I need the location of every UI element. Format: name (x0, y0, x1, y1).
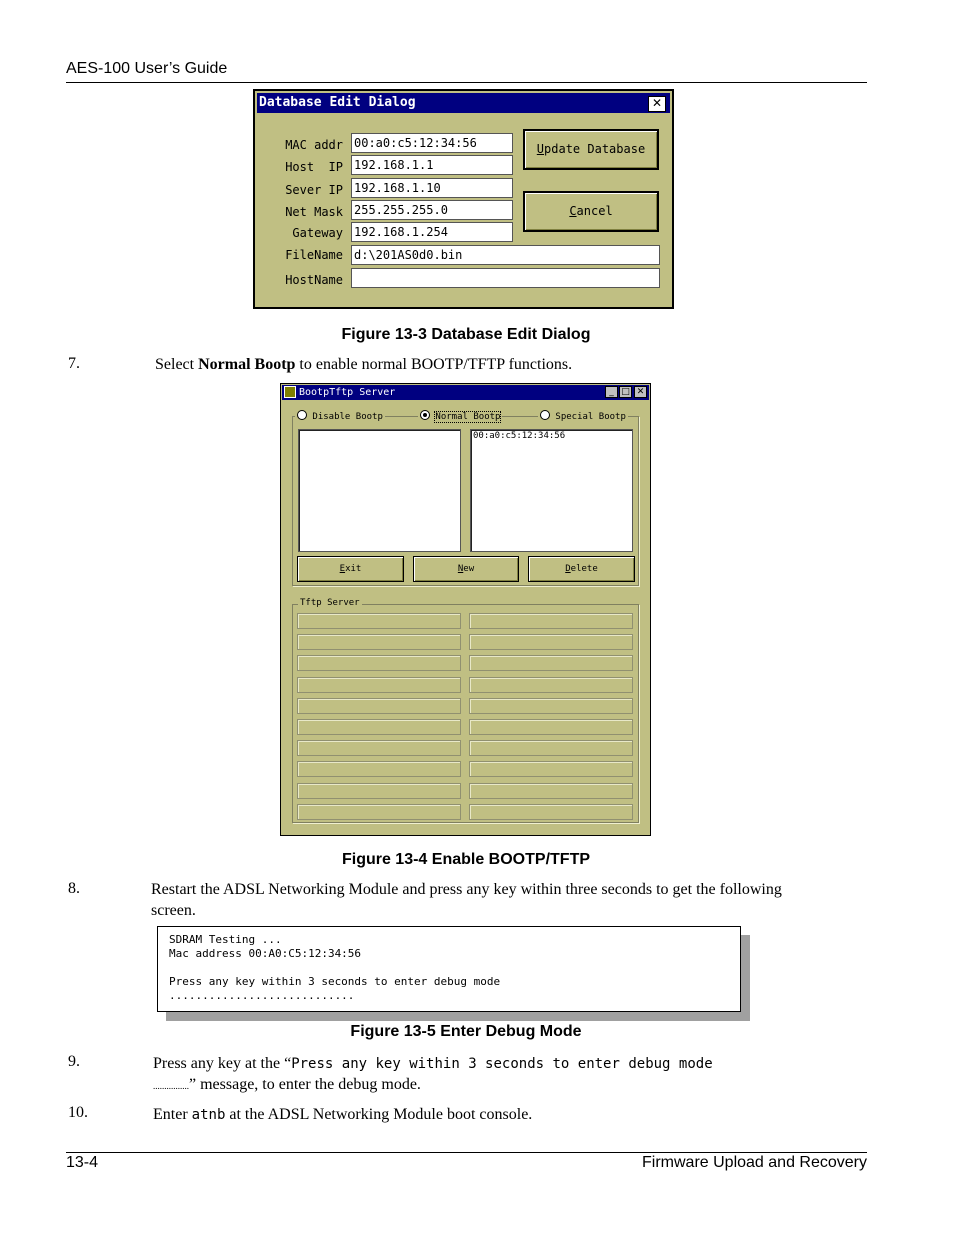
bootp-group (292, 412, 639, 586)
new-accel-key: N (457, 564, 464, 574)
exit-accel-key: E (339, 564, 346, 574)
hostname-field[interactable] (351, 268, 660, 288)
running-header: AES-100 User’s Guide (66, 60, 228, 77)
new-button[interactable] (413, 556, 519, 582)
window-title: BootpTftp Server (299, 387, 396, 398)
figure-13-3-caption: Figure 13-3 Database Edit Dialog (341, 326, 591, 343)
hostname-label: HostName (285, 273, 343, 287)
step-7-prefix: Select (155, 356, 199, 373)
minimize-icon[interactable]: _ (605, 386, 618, 398)
tftp-server-group-label: Tftp Server (300, 598, 360, 608)
tftp-status-cell (297, 804, 461, 820)
step-9-suffix: ” message, to enter the debug mode. (189, 1076, 421, 1093)
tftp-status-cell (297, 740, 461, 756)
delete-button[interactable] (528, 556, 635, 582)
tftp-status-cell (469, 719, 633, 735)
step-7-text (155, 354, 572, 375)
tftp-status-cell (469, 677, 633, 693)
debug-console-box (157, 926, 741, 1012)
close-icon[interactable]: ✕ (634, 386, 647, 398)
gateway-field[interactable]: 192.168.1.254 (351, 222, 513, 242)
tftp-status-cell (297, 719, 461, 735)
tftp-status-cell (297, 634, 461, 650)
radio-disable-bootp-circle (297, 410, 307, 420)
console-line: Mac address 00:A0:C5:12:34:56 (169, 947, 362, 960)
tftp-status-cell (469, 613, 633, 629)
radio-normal-bootp-circle (420, 410, 430, 420)
app-icon (284, 386, 296, 398)
update-accel-key: U (536, 142, 545, 156)
net-mask-label: Net Mask (285, 205, 343, 219)
dialog-titlebar (257, 93, 670, 113)
exit-button-label: xit (345, 564, 362, 574)
bootp-left-list[interactable] (298, 429, 461, 552)
tftp-status-cell (297, 783, 461, 799)
step-7-number: 7. (68, 355, 80, 372)
tftp-server-group (292, 598, 639, 823)
tftp-status-cell (297, 698, 461, 714)
step-9-number: 9. (68, 1053, 80, 1070)
tftp-status-cell (469, 740, 633, 756)
radio-special-bootp-label: Special Bootp (555, 412, 626, 422)
bootp-right-list[interactable] (470, 429, 633, 552)
maximize-icon[interactable]: □ (619, 386, 632, 398)
console-line: SDRAM Testing ... (169, 933, 282, 946)
footer-rule (66, 1152, 867, 1153)
step-9-prefix: Press any key at the “ (153, 1055, 292, 1072)
step-8-line-2: screen. (151, 902, 196, 919)
mac-addr-label: MAC addr (285, 138, 343, 152)
radio-disable-bootp-label: Disable Bootp (312, 412, 383, 422)
cancel-accel-key: C (569, 204, 577, 218)
step-10-prefix: Enter (153, 1106, 192, 1123)
header-rule (66, 82, 867, 83)
exit-button[interactable] (297, 556, 404, 582)
server-ip-field[interactable]: 192.168.1.10 (351, 178, 513, 198)
server-ip-label: Sever IP (285, 183, 343, 197)
filename-field[interactable]: d:\201AS0d0.bin (351, 245, 660, 265)
tftp-status-cell (469, 655, 633, 671)
gateway-label: Gateway (292, 226, 343, 240)
update-database-button[interactable] (523, 129, 659, 170)
window-titlebar (282, 385, 649, 400)
step-10-text (153, 1104, 532, 1126)
close-icon[interactable]: ✕ (648, 96, 666, 112)
radio-special-bootp-circle (540, 410, 550, 420)
tftp-status-cell (469, 761, 633, 777)
tftp-status-cell (469, 634, 633, 650)
mac-addr-field[interactable]: 00:a0:c5:12:34:56 (351, 133, 513, 153)
radio-special-bootp[interactable] (538, 410, 628, 422)
cancel-button[interactable] (523, 191, 659, 232)
step-8-line-1: Restart the ADSL Networking Module and press any key within three seconds to get the following (151, 881, 782, 898)
console-line: ............................ (169, 989, 355, 1002)
tftp-status-cell (469, 804, 633, 820)
host-ip-label: Host IP (285, 160, 343, 174)
figure-13-4-caption: Figure 13-4 Enable BOOTP/TFTP (341, 851, 591, 868)
page-number: 13-4 (66, 1154, 99, 1171)
radio-disable-bootp[interactable] (295, 410, 385, 422)
tftp-status-cell (297, 761, 461, 777)
step-10-suffix: at the ADSL Networking Module boot console. (225, 1106, 533, 1123)
new-button-label: ew (463, 564, 475, 574)
tftp-status-cell (297, 613, 461, 629)
tftp-status-cell (297, 677, 461, 693)
net-mask-field[interactable]: 255.255.255.0 (351, 200, 513, 220)
radio-normal-bootp[interactable] (418, 410, 502, 422)
step-9-line-2 (153, 1074, 421, 1097)
step-7-bold: Normal Bootp (198, 356, 296, 373)
delete-accel-key: D (565, 564, 571, 574)
radio-normal-bootp-label: Normal Bootp (435, 412, 501, 422)
filename-label: FileName (285, 248, 343, 262)
step-9-dots: ................ (153, 1081, 189, 1091)
tftp-status-cell (469, 698, 633, 714)
step-7-suffix: to enable normal BOOTP/TFTP functions. (295, 356, 573, 373)
step-9-code: Press any key within 3 seconds to enter debug mode (291, 1056, 713, 1072)
step-10-code: atnb (191, 1107, 226, 1123)
list-item[interactable]: 00:a0:c5:12:34:56 (473, 431, 566, 441)
cancel-button-label: ancel (576, 204, 613, 218)
console-line: Press any key within 3 seconds to enter debug mode (169, 975, 501, 988)
tftp-status-cell (297, 655, 461, 671)
tftp-status-cell (469, 783, 633, 799)
bootptftp-server-window (280, 383, 651, 836)
dialog-title: Database Edit Dialog (259, 95, 416, 110)
database-edit-dialog (253, 89, 674, 309)
delete-button-label: elete (570, 564, 598, 574)
step-10-number: 10. (68, 1104, 88, 1121)
chapter-title: Firmware Upload and Recovery (642, 1154, 867, 1171)
figure-13-5-caption: Figure 13-5 Enter Debug Mode (350, 1023, 582, 1040)
update-button-label: pdate Database (544, 142, 646, 156)
step-8-number: 8. (68, 880, 80, 897)
host-ip-field[interactable]: 192.168.1.1 (351, 155, 513, 175)
step-9-line-1 (153, 1053, 713, 1075)
